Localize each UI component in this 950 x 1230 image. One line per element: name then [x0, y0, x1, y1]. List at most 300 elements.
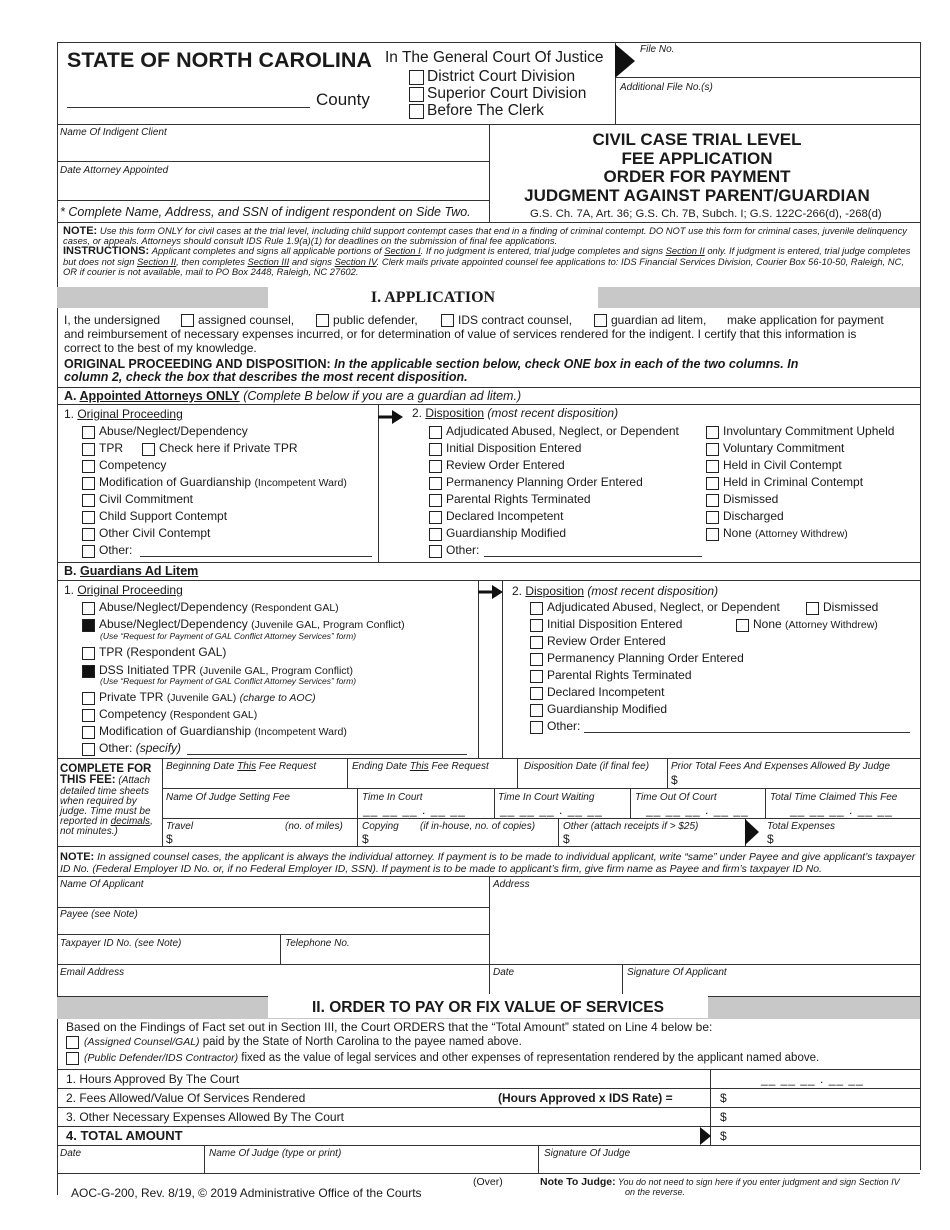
a-orig-other-line[interactable] — [140, 556, 372, 557]
b-orig-label-7-text: Other: — [99, 741, 133, 755]
applicant-line1 — [57, 907, 489, 908]
statute: G.S. Ch. 7A, Art. 36; G.S. Ch. 7B, Subch. I; G.S. 122C-266(d), -268(d) — [530, 208, 882, 220]
fee-detail-2: judge. Time must be — [60, 806, 151, 817]
b-orig-title: Original Proceeding — [77, 583, 183, 597]
section-b-prefix: B. — [64, 564, 80, 578]
before-clerk-checkbox[interactable] — [409, 104, 424, 119]
time-out-court-mask[interactable]: __ __ __ . __ __ — [646, 803, 749, 817]
prior-fees-label: Prior Total Fees And Expenses Allowed By Judge — [671, 761, 891, 772]
applicant-divider — [489, 876, 490, 994]
b-disp-label-5: Declared Incompetent — [547, 685, 665, 699]
private-tpr-checkbox[interactable] — [142, 443, 155, 456]
a-disp-num: 2. — [412, 406, 426, 420]
payee-label: Payee (see Note) — [60, 909, 138, 920]
a-disp-label-4: Parental Rights Terminated — [446, 492, 591, 506]
total-expenses-dollar: $ — [767, 832, 774, 846]
a-disp-checkbox-1[interactable] — [429, 443, 442, 456]
state-heading: STATE OF NORTH CAROLINA — [67, 48, 372, 72]
fee-decimals: decimals — [110, 816, 151, 827]
opt1-text: paid by the State of North Carolina to the payee named above. — [199, 1036, 522, 1048]
attach-label: (Attach — [115, 775, 151, 786]
opt2-it: (Public Defender/IDS Contractor) — [84, 1052, 239, 1064]
instructions-c: only. If judgment is entered, trial judge completes but does not sign — [63, 245, 911, 267]
b-orig-label-3 — [99, 663, 353, 677]
b-disp-checkbox-0[interactable] — [530, 602, 543, 615]
instructions-section-ii-2: Section II — [137, 255, 177, 267]
note-to-judge-text2: on the reverse. — [625, 1187, 686, 1197]
taxpayer-divider — [280, 934, 281, 964]
fee-row2-div2 — [494, 788, 495, 818]
applicant-name-label: Name Of Applicant — [60, 879, 144, 890]
fee-row1-div3 — [667, 758, 668, 788]
fees-formula: (Hours Approved x IDS Rate) = — [498, 1091, 673, 1105]
fee-not-minutes: not minutes.) — [60, 826, 118, 837]
a-disp-checkbox-7[interactable] — [429, 545, 442, 558]
other-expenses-label: 3. Other Necessary Expenses Allowed By The Court — [66, 1110, 344, 1124]
end-b: Fee Request — [428, 761, 489, 772]
copying-dollar: $ — [362, 832, 369, 846]
assigned-counsel-label: assigned counsel, — [198, 313, 295, 327]
a-disp2-checkbox-0[interactable] — [706, 426, 719, 439]
superior-court-label: Superior Court Division — [427, 85, 587, 102]
title-line3: ORDER FOR PAYMENT — [603, 167, 791, 186]
order-option2-checkbox[interactable] — [66, 1052, 79, 1065]
before-clerk-label: Before The Clerk — [427, 102, 544, 119]
a-orig-checkbox-5[interactable] — [82, 511, 95, 524]
b-disp-sub: (most recent disposition) — [584, 584, 719, 598]
a-disp2-label-5: Discharged — [723, 509, 784, 523]
a-orig-title: Original Proceeding — [77, 407, 183, 421]
b-disp-label-0: Adjudicated Abused, Neglect, or Dependent — [547, 600, 780, 614]
address-label: Address — [493, 879, 530, 890]
b-disp-checkbox-2[interactable] — [530, 636, 543, 649]
b-orig-checkbox-3[interactable] — [82, 665, 95, 678]
a-disp2-checkbox-6[interactable] — [706, 528, 719, 541]
a-disp-label-2: Review Order Entered — [446, 458, 565, 472]
copies-label: (if in-house, no. of copies) — [420, 821, 536, 832]
a-disp2-checkbox-2[interactable] — [706, 460, 719, 473]
form-left-border — [57, 42, 58, 1195]
section-a-prefix: A. — [64, 389, 80, 403]
instructions-section-iv: Section IV — [334, 255, 377, 267]
a-disp2-label-4: Dismissed — [723, 492, 779, 506]
b-orig-label-5-text: Competency — [99, 707, 167, 721]
judge-div2 — [538, 1145, 539, 1173]
title-line4: JUDGMENT AGAINST PARENT/GUARDIAN — [524, 186, 870, 205]
section-b-col-divider-1 — [478, 580, 479, 758]
prior-fees-dollar: $ — [671, 773, 678, 787]
orig-text1: In the applicable section below, check ONE box in each of the two columns. In — [330, 357, 799, 371]
judge-div1 — [204, 1145, 205, 1173]
fee-label-divider — [162, 758, 163, 846]
a-disp2-checkbox-3[interactable] — [706, 477, 719, 490]
form-number: AOC-G-200, Rev. 8/19, © 2019 Administrative Office of the Courts — [71, 1186, 422, 1200]
b-disp-checkbox-6[interactable] — [530, 704, 543, 717]
travel-dollar: $ — [166, 832, 173, 846]
date-appointed-label: Date Attorney Appointed — [60, 165, 169, 176]
section-a-title: Appointed Attorneys ONLY — [79, 389, 240, 403]
begin-a: Beginning Date — [166, 761, 238, 772]
section-a-heading — [64, 389, 521, 403]
b-none-text: None — [753, 617, 782, 631]
email-label: Email Address — [60, 967, 125, 978]
order-bottom-line — [57, 1173, 920, 1174]
b-none-label — [753, 617, 878, 631]
b-disp-label-6: Guardianship Modified — [547, 702, 668, 716]
certify-line2: and reimbursement of necessary expenses incurred, or for determination of value of services rendered for the indigent. I certify that this information is — [64, 327, 857, 341]
b-none-withdrew: (Attorney Withdrew) — [785, 619, 878, 631]
b-orig-label-4-it: (charge to AOC) — [239, 692, 316, 704]
ids-contract-label: IDS contract counsel, — [458, 313, 573, 327]
a-orig-label-2: Competency — [99, 458, 167, 472]
a-disp2-checkbox-1[interactable] — [706, 443, 719, 456]
fee-row2-line — [162, 818, 920, 819]
travel-label: Travel — [166, 821, 194, 832]
begin-b: Fee Request — [256, 761, 317, 772]
instructions-label: INSTRUCTIONS: — [63, 245, 150, 258]
b-dismissed-checkbox[interactable] — [806, 602, 819, 615]
a-orig-heading — [64, 407, 183, 421]
b-orig-other-line[interactable] — [187, 754, 467, 755]
b-dismissed-label: Dismissed — [823, 600, 879, 614]
county-line[interactable] — [67, 107, 310, 108]
a-disp-label-0: Adjudicated Abused, Neglect, or Dependent — [446, 424, 679, 438]
title-divider — [489, 124, 490, 222]
note2-block — [60, 851, 920, 876]
hours-approved-label: 1. Hours Approved By The Court — [66, 1072, 240, 1086]
a-disp-sub: (most recent disposition) — [484, 406, 619, 420]
a-orig-label-4: Civil Commitment — [99, 492, 194, 506]
b-disp-heading — [512, 584, 718, 598]
assigned-counsel-checkbox[interactable] — [181, 314, 194, 327]
a-disp2-withdrew: (Attorney Withdrew) — [755, 528, 848, 540]
a-orig-checkbox-1[interactable] — [82, 443, 95, 456]
a-orig-label-3-text: Modification of Guardianship — [99, 475, 252, 489]
section-a-sub: (Complete B below if you are a guardian ad litem.) — [239, 389, 522, 403]
instructions-section-iii: Section III — [247, 255, 290, 267]
b-disp-label-7: Other: — [547, 719, 581, 733]
instructions-a: Applicant completes and signs all applicable portions of — [151, 245, 385, 257]
time-out-court-label: Time Out Of Court — [635, 792, 717, 803]
a-disp2-label-6 — [723, 526, 848, 540]
a-disp2-label-2: Held in Civil Contempt — [723, 458, 842, 472]
order-line3 — [57, 1126, 920, 1127]
b-orig-label-0 — [99, 600, 339, 614]
section-b-title: Guardians Ad Litem — [79, 564, 199, 578]
private-tpr-label: Check here if Private TPR — [159, 441, 298, 455]
fee-row3-div2 — [558, 818, 559, 846]
b-orig-label-0-text: Abuse/Neglect/Dependency — [99, 600, 248, 614]
b-orig-checkbox-5[interactable] — [82, 709, 95, 722]
file-no-label: File No. — [640, 44, 675, 55]
instructions-e: and signs — [289, 255, 335, 267]
b-orig-note-1: (Use “Request for Payment of GAL Conflict Attorney Services” form) — [100, 631, 357, 641]
district-court-label: District Court Division — [427, 68, 576, 85]
b-orig-heading — [64, 583, 183, 597]
title-line1: CIVIL CASE TRIAL LEVEL — [592, 130, 802, 149]
client-line — [57, 161, 489, 162]
applicant-signature-label: Signature Of Applicant — [627, 967, 727, 978]
section-b-heading — [64, 564, 198, 578]
a-orig-incompetent-ward: (Incompetent Ward) — [254, 477, 347, 489]
a-orig-label-6: Other Civil Contempt — [99, 526, 211, 540]
a-orig-checkbox-0[interactable] — [82, 426, 95, 439]
form-right-border — [920, 42, 921, 1170]
total-amount-label: 4. TOTAL AMOUNT — [66, 1128, 183, 1143]
section-a-col-divider — [378, 404, 379, 562]
applicant-line3 — [57, 964, 920, 965]
b-orig-note-3: (Use “Request for Payment of GAL Conflict Attorney Services” form) — [100, 676, 357, 686]
b-orig-label-6-sub: (Incompetent Ward) — [254, 726, 347, 738]
a-disp2-label-0: Involuntary Commitment Upheld — [723, 424, 895, 438]
a-orig-label-7: Other: — [99, 543, 133, 557]
additional-file-label: Additional File No.(s) — [620, 82, 713, 93]
disp-date-label: Disposition Date (if final fee) — [524, 761, 650, 772]
a-disp-label-6: Guardianship Modified — [446, 526, 567, 540]
b-orig-label-3-text: DSS Initiated TPR — [99, 663, 197, 677]
a-disp-checkbox-0[interactable] — [429, 426, 442, 439]
b-orig-label-1 — [99, 617, 405, 631]
make-application-label: make application for payment — [727, 313, 884, 327]
a-disp-checkbox-3[interactable] — [429, 477, 442, 490]
complete-for-label: COMPLETE FOR — [60, 763, 152, 775]
time-waiting-label: Time In Court Waiting — [498, 792, 595, 803]
a-disp2-checkbox-5[interactable] — [706, 511, 719, 524]
b-disp-checkbox-3[interactable] — [530, 653, 543, 666]
b-orig-label-1-sub: (Juvenile GAL, Program Conflict) — [251, 619, 405, 631]
section-a-arrow-icon — [378, 408, 404, 426]
b-orig-label-2: TPR (Respondent GAL) — [99, 645, 227, 659]
a-orig-label-1: TPR — [99, 441, 123, 455]
b-orig-checkbox-6[interactable] — [82, 726, 95, 739]
over-label: (Over) — [473, 1176, 503, 1188]
fee-top-line — [57, 758, 920, 759]
opt2-text: fixed as the value of legal services and other expenses of representation rendered by the applicant named above. — [238, 1052, 820, 1064]
total-expenses-label: Total Expenses — [767, 821, 836, 832]
a-disp-checkbox-2[interactable] — [429, 460, 442, 473]
b-orig-label-3-sub: (Juvenile GAL, Program Conflict) — [199, 665, 353, 677]
a-disp2-label-1: Voluntary Commitment — [723, 441, 845, 455]
a-disp2-none: None — [723, 526, 752, 540]
fee-row3-div1 — [357, 818, 358, 846]
taxpayer-label: Taxpayer ID No. (see Note) — [60, 938, 182, 949]
client-label: Name Of Indigent Client — [60, 127, 167, 138]
a-disp-title: Disposition — [425, 406, 485, 420]
fee-detail-1: when required by — [60, 796, 137, 807]
court-heading: In The General Court Of Justice — [385, 49, 604, 66]
other-expense-label: Other (attach receipts if > $25) — [563, 821, 699, 832]
this-fee-bold: THIS FEE: — [60, 774, 116, 786]
b-disp-checkbox-5[interactable] — [530, 687, 543, 700]
time-in-court-mask[interactable]: __ __ __ . __ __ — [363, 803, 466, 817]
superior-court-checkbox[interactable] — [409, 87, 424, 102]
complete-note: * Complete Name, Address, and SSN of indigent respondent on Side Two. — [60, 205, 471, 219]
form-top-border — [57, 42, 920, 43]
b-disp-label-2: Review Order Entered — [547, 634, 666, 648]
b-orig-checkbox-1[interactable] — [82, 619, 95, 632]
orig-proceeding-line2: column 2, check the box that describes the most recent disposition. — [64, 370, 468, 384]
b-orig-label-7 — [99, 741, 181, 755]
a-disp-label-7: Other: — [446, 543, 480, 557]
section-a-sub-line — [57, 404, 920, 405]
b-orig-label-6-text: Modification of Guardianship — [99, 724, 252, 738]
b-disp-label-4: Parental Rights Terminated — [547, 668, 692, 682]
b-orig-label-7-it: (specify) — [135, 741, 182, 755]
statute-line — [57, 222, 920, 223]
certify-line3: correct to the best of my knowledge. — [64, 341, 257, 355]
ids-contract-checkbox[interactable] — [441, 314, 454, 327]
note-text: Use this form ONLY for civil cases at the trial level, including child support contempt cases that end in a finding of criminal contempt. DO NOT use this form for criminal cases, juvenile delinquency cases, or appeals. Attorneys should consult IDS Rule 1.9(a)(1) for deadlines on the submission of final fee applications. — [63, 225, 907, 247]
fee-row1-div1 — [347, 758, 348, 788]
note2-top-line — [57, 846, 920, 847]
applicant-line2 — [57, 934, 489, 935]
note-block — [63, 226, 918, 277]
section2-title: II. ORDER TO PAY OR FIX VALUE OF SERVICES — [268, 996, 708, 1018]
fee-row2-div3 — [630, 788, 631, 818]
file-no-line — [615, 77, 920, 78]
note2-text: In assigned counsel cases, the applicant is always the individual attorney. If payment is to be made to individual applicant, write “same” under Payee and give applicant’s taxpayer ID No. (Federal Employer ID No. or, if no Federal Employer ID, SSN). If payment is to be made to applicant’s firm, give firm name as Payee and firm’s taxpayer ID No. — [60, 852, 916, 875]
b-orig-label-5 — [99, 707, 257, 721]
fee-detail-3: reported in — [60, 816, 111, 827]
a-orig-checkbox-2[interactable] — [82, 460, 95, 473]
b-orig-label-4 — [99, 690, 316, 704]
section-b-arrow-icon — [478, 583, 504, 601]
b-disp-other-line[interactable] — [584, 732, 910, 733]
county-label: County — [316, 90, 370, 109]
a-orig-num: 1. — [64, 407, 78, 421]
order-option1-checkbox[interactable] — [66, 1036, 79, 1049]
note-to-judge-label: Note To Judge: — [540, 1176, 616, 1188]
fee-row1-line — [162, 788, 920, 789]
based-on-findings: Based on the Findings of Fact set out in Section III, the Court ORDERS that the “Total Amount” stated on Line 4 below be: — [66, 1020, 713, 1034]
b-orig-checkbox-4[interactable] — [82, 692, 95, 705]
b-orig-num: 1. — [64, 583, 78, 597]
gal-checkbox[interactable] — [594, 314, 607, 327]
a-disp-other-line[interactable] — [484, 556, 702, 557]
a-orig-checkbox-7[interactable] — [82, 545, 95, 558]
title-line2: FEE APPLICATION — [621, 149, 773, 168]
section-b-sub-line — [57, 580, 920, 581]
orig-proceeding-line1 — [64, 357, 798, 371]
total-amount-dollar: $ — [720, 1129, 727, 1143]
time-in-court-label: Time In Court — [362, 792, 423, 803]
begin-date-label — [166, 761, 316, 772]
a-disp-label-1: Initial Disposition Entered — [446, 441, 582, 455]
hours-approved-mask[interactable]: __ __ __ . __ __ — [761, 1072, 864, 1086]
a-disp2-checkbox-4[interactable] — [706, 494, 719, 507]
total-time-label: Total Time Claimed This Fee — [770, 792, 898, 803]
instructions-f: . Clerk mails private appointed counsel fee applications to: IDS Financial Services Division, Courier Box 56-10-50, Raleigh, NC, OR if courier is not available, mail to PO Box 2448, Raleigh, NC 27602. — [63, 255, 904, 277]
section-a-top-line — [57, 387, 920, 388]
note-to-judge — [540, 1176, 900, 1188]
district-court-checkbox[interactable] — [409, 70, 424, 85]
judge-name-label: Name Of Judge (type or print) — [209, 1148, 342, 1159]
judge-signature-label: Signature Of Judge — [544, 1148, 631, 1159]
order-option1-label — [84, 1036, 522, 1048]
a-orig-label-0: Abuse/Neglect/Dependency — [99, 424, 248, 438]
section-b-col-divider-2 — [502, 580, 503, 758]
b-disp-num: 2. — [512, 584, 526, 598]
opt1-it: (Assigned Counsel/GAL) — [84, 1036, 200, 1048]
fee-detail: detailed time sheets when required by judge. Time must be reported in decimals, not minutes.) — [60, 786, 153, 837]
b-orig-label-5-sub: (Respondent GAL) — [169, 709, 258, 721]
time-waiting-mask[interactable]: __ __ __ . __ __ — [500, 803, 603, 817]
other-expense-dollar: $ — [563, 832, 570, 846]
b-disp-label-3: Permanency Planning Order Entered — [547, 651, 744, 665]
section-b-top-line — [57, 562, 920, 563]
a-orig-label-5: Child Support Contempt — [99, 509, 228, 523]
a-disp-checkbox-6[interactable] — [429, 528, 442, 541]
b-disp-checkbox-7[interactable] — [530, 721, 543, 734]
fee-row2-div1 — [357, 788, 358, 818]
applicant-date-label: Date — [493, 967, 515, 978]
signature-divider — [622, 964, 623, 994]
order-line1 — [57, 1088, 920, 1089]
telephone-label: Telephone No. — [285, 938, 350, 949]
fee-row2-div4 — [765, 788, 766, 818]
b-orig-label-0-sub: (Respondent GAL) — [251, 602, 339, 614]
copying-label: Copying — [362, 821, 399, 832]
fees-dollar: $ — [720, 1091, 727, 1105]
a-orig-checkbox-6[interactable] — [82, 528, 95, 541]
b-none-checkbox[interactable] — [736, 619, 749, 632]
file-arrow-icon — [615, 44, 635, 78]
b-orig-checkbox-2[interactable] — [82, 647, 95, 660]
instructions-section-ii: Section II — [665, 245, 705, 257]
end-date-label — [352, 761, 489, 772]
a-orig-checkbox-3[interactable] — [82, 477, 95, 490]
other-expenses-dollar: $ — [720, 1110, 727, 1124]
b-orig-label-4-text: Private TPR — [99, 690, 164, 704]
fee-row1-div2 — [517, 758, 518, 788]
date-appointed-line — [57, 200, 489, 201]
public-defender-checkbox[interactable] — [316, 314, 329, 327]
order-option2-label — [84, 1052, 819, 1064]
instructions-section-i: Section I — [384, 245, 421, 257]
order-line0 — [57, 1069, 920, 1070]
order-date-label: Date — [60, 1148, 82, 1159]
b-disp-label-1: Initial Disposition Entered — [547, 617, 683, 631]
b-disp-checkbox-4[interactable] — [530, 670, 543, 683]
orig-label: ORIGINAL PROCEEDING AND DISPOSITION: — [64, 357, 331, 371]
b-orig-label-1-text: Abuse/Neglect/Dependency — [99, 617, 248, 631]
fee-detail-0: detailed time sheets — [60, 786, 149, 797]
end-this: This — [409, 761, 429, 772]
note-to-judge-text: You do not need to sign here if you enter judgment and sign Section IV — [615, 1177, 900, 1187]
a-disp-heading — [412, 406, 618, 420]
b-disp-checkbox-1[interactable] — [530, 619, 543, 632]
judge-setting-fee-label: Name Of Judge Setting Fee — [166, 792, 290, 803]
a-disp-label-3: Permanency Planning Order Entered — [446, 475, 643, 489]
a-disp-checkbox-4[interactable] — [429, 494, 442, 507]
a-disp2-label-3: Held in Criminal Contempt — [723, 475, 864, 489]
b-disp-title: Disposition — [525, 584, 585, 598]
undersigned-label: I, the undersigned — [64, 313, 161, 327]
b-orig-checkbox-7[interactable] — [82, 743, 95, 756]
b-orig-checkbox-0[interactable] — [82, 602, 95, 615]
total-amount-arrow-icon — [700, 1127, 712, 1145]
a-disp-checkbox-5[interactable] — [429, 511, 442, 524]
total-time-mask[interactable]: __ __ __ . __ __ — [790, 803, 893, 817]
miles-label: (no. of miles) — [285, 821, 343, 832]
a-orig-label-3 — [99, 475, 347, 489]
note-label: NOTE: — [63, 225, 98, 237]
fees-allowed-label: 2. Fees Allowed/Value Of Services Rendered — [66, 1091, 306, 1105]
section1-title: I. APPLICATION — [268, 287, 598, 308]
total-expenses-arrow-icon — [745, 819, 761, 845]
public-defender-label: public defender, — [333, 313, 418, 327]
a-orig-checkbox-4[interactable] — [82, 494, 95, 507]
